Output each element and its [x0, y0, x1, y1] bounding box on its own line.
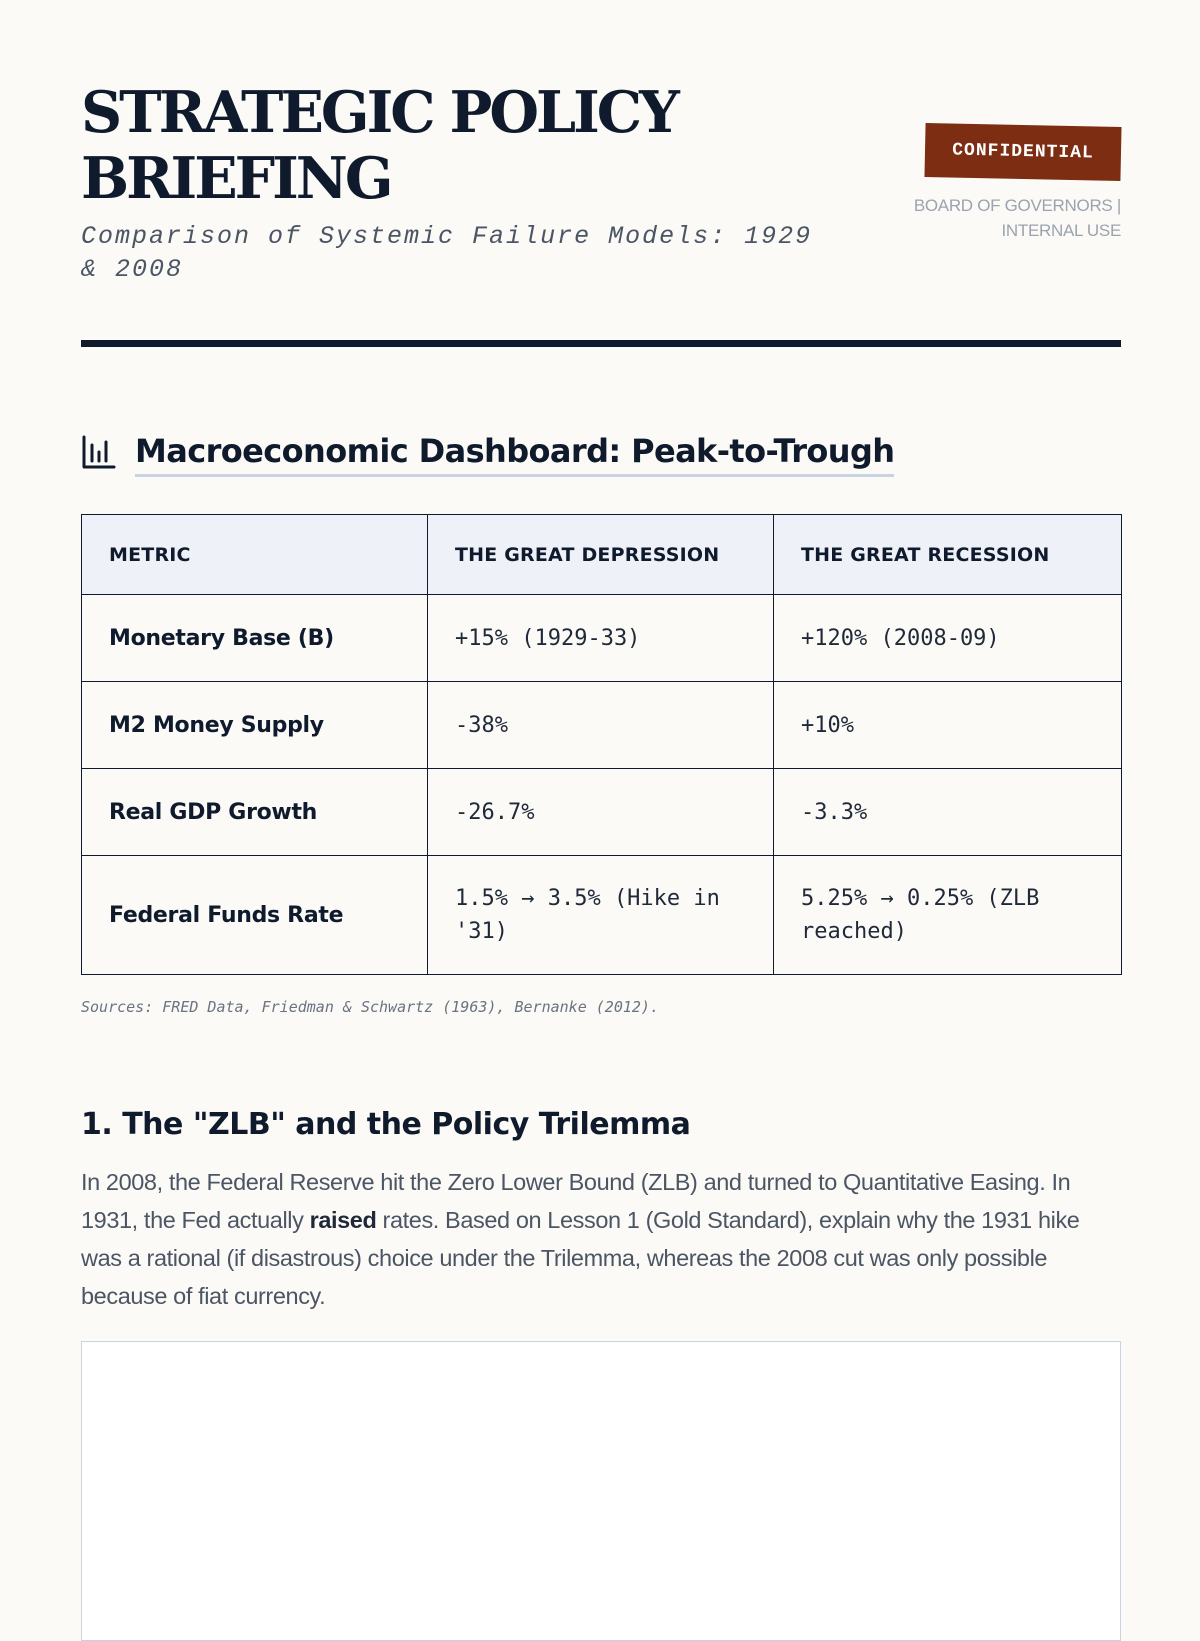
- dashboard-heading: [81, 430, 894, 482]
- depression-cell: 1.5% → 3.5% (Hike in '31): [428, 856, 774, 975]
- column-header-recession: THE GREAT RECESSION: [774, 515, 1122, 595]
- page-title: [81, 80, 701, 212]
- metric-cell: Federal Funds Rate: [82, 856, 428, 975]
- metric-cell: Monetary Base (B): [82, 595, 428, 682]
- metric-cell: M2 Money Supply: [82, 682, 428, 769]
- dashboard-title: Macroeconomic Dashboard: Peak-to-Trough: [135, 430, 894, 477]
- title-line-1: STRATEGIC POLICY: [81, 79, 677, 146]
- metric-cell: Real GDP Growth: [82, 769, 428, 856]
- table-header-row: [82, 515, 1122, 595]
- prompt-emphasis: raised: [309, 1207, 377, 1233]
- page-subtitle: Comparison of Systemic Failure Models: 1929 & 2008: [81, 222, 813, 284]
- table-row: [82, 769, 1122, 856]
- macro-table: [81, 514, 1122, 975]
- recession-cell: 5.25% → 0.25% (ZLB reached): [774, 856, 1122, 975]
- confidential-badge: CONFIDENTIAL: [924, 123, 1121, 181]
- recession-cell: +10%: [774, 682, 1122, 769]
- prompt-text-1: In 2008, the Federal Reserve hit the Zero Lower Bound (ZLB) and turned to Quantitative Easing. In 1931, the Fed actually: [81, 1169, 1071, 1233]
- org-label: BOARD OF GOVERNORS | INTERNAL USE: [913, 196, 1121, 240]
- header: [81, 0, 1121, 350]
- briefing-page: [81, 0, 1121, 1309]
- sources-note: Sources: FRED Data, Friedman & Schwartz (1963), Bernanke (2012).: [81, 998, 659, 1016]
- depression-cell: -26.7%: [428, 769, 774, 856]
- table-row: [82, 856, 1122, 975]
- bar-chart-icon: [81, 434, 117, 470]
- table-row: [82, 682, 1122, 769]
- prompt-text-2: rates. Based on Lesson 1 (Gold Standard), explain why the 1931 hike was a rational (if disastrous) choice under the Trilemma, whereas the 2008 cut was only possible because of fiat currency.: [81, 1207, 1080, 1309]
- depression-cell: -38%: [428, 682, 774, 769]
- question-title: 1. The "ZLB" and the Policy Trilemma: [81, 1107, 691, 1142]
- title-line-2: BRIEFING: [81, 145, 391, 212]
- table-row: [82, 595, 1122, 682]
- header-divider: [81, 340, 1121, 347]
- recession-cell: +120% (2008-09): [774, 595, 1122, 682]
- column-header-metric: METRIC: [82, 515, 428, 595]
- answer-textarea[interactable]: [81, 1341, 1121, 1641]
- recession-cell: -3.3%: [774, 769, 1122, 856]
- depression-cell: +15% (1929-33): [428, 595, 774, 682]
- column-header-depression: THE GREAT DEPRESSION: [428, 515, 774, 595]
- question-prompt: [81, 1163, 1121, 1315]
